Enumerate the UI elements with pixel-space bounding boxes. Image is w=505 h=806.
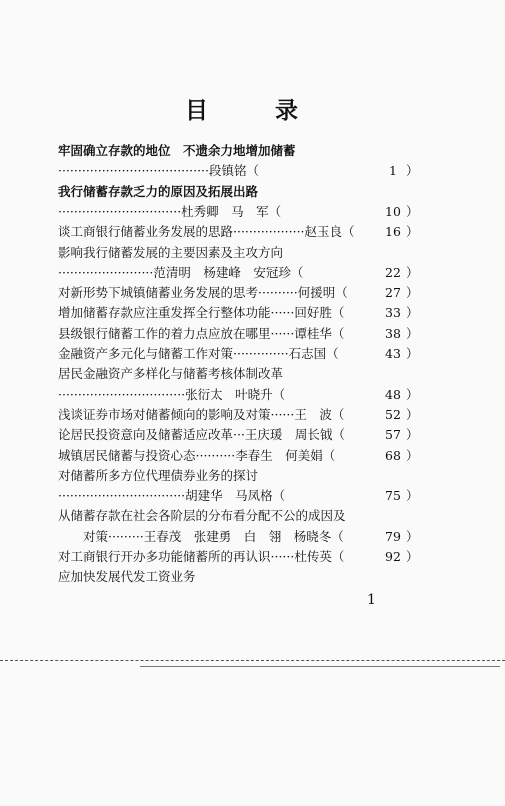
toc-entry <box>58 181 378 203</box>
toc-close-paren: ） <box>406 427 419 443</box>
toc-close-paren: ） <box>406 386 419 402</box>
toc-page-number: 92 <box>385 549 401 564</box>
toc-entry <box>58 404 378 426</box>
toc-page-ref <box>380 323 419 345</box>
toc-entry <box>58 566 378 588</box>
toc-entry-text: 金融资产多元化与储蓄工作对策··············石志国（ <box>58 346 339 361</box>
toc-entry-text: 对策·········王春茂 张建勇 白 翎 杨晓冬（ <box>58 528 344 544</box>
toc-entry-text: 对储蓄所多方位代理债券业务的探讨 <box>58 467 259 483</box>
toc-entry-text: 从储蓄存款在社会各阶层的分布看分配不公的成因及 <box>58 508 346 524</box>
toc-page-ref <box>380 445 419 467</box>
toc-entry-text: 县级银行储蓄工作的着力点应放在哪里······谭桂华（ <box>58 325 345 341</box>
toc-entry <box>58 323 378 345</box>
toc-entry <box>58 302 378 324</box>
toc-page-ref <box>380 262 419 284</box>
toc-entry <box>58 526 378 548</box>
toc-page-number: 16 <box>385 224 401 240</box>
toc-close-paren: ） <box>406 305 419 321</box>
toc-close-paren: ） <box>406 264 419 280</box>
toc-entry-text: 居民金融资产多样化与储蓄考核体制改革 <box>58 366 284 382</box>
toc-close-paren: ） <box>406 447 419 463</box>
toc-page-number: 1 <box>389 163 397 179</box>
toc-entry-text: 论居民投资意向及储蓄适应改革···王庆瑗 周长钺（ <box>58 427 345 443</box>
toc-entry-text: 城镇居民储蓄与投资心态··········李春生 何美娟（ <box>58 447 336 463</box>
toc-entry <box>58 445 378 467</box>
toc-close-paren: ） <box>406 406 419 422</box>
toc-entry <box>58 160 378 182</box>
toc-page-ref <box>380 302 419 324</box>
toc-page-ref <box>380 485 419 507</box>
toc-entry <box>58 363 378 385</box>
toc-entry <box>58 465 378 487</box>
toc-entry <box>58 343 378 365</box>
scan-edge-line <box>0 660 505 661</box>
toc-close-paren: ） <box>406 325 419 341</box>
toc-entry-text: ································张衍太 叶晓升（ <box>58 386 286 402</box>
toc-close-paren: ） <box>406 549 419 564</box>
toc-entry-text: ·······························杜秀卿 马 军（ <box>58 203 282 219</box>
page-title: 目 录 <box>185 98 320 124</box>
toc-page-number: 27 <box>385 285 401 301</box>
toc-entry-text: ······································段镇铭（ <box>58 163 259 179</box>
toc-page-ref <box>380 201 419 223</box>
toc-page-number: 68 <box>385 447 401 463</box>
toc-page-ref <box>380 384 419 406</box>
toc-entry-text: 应加快发展代发工资业务 <box>58 569 196 585</box>
toc-entry <box>58 546 378 568</box>
toc-close-paren: ） <box>406 163 419 179</box>
toc-entry-text: 谈工商银行储蓄业务发展的思路··················赵玉良（ <box>58 224 355 240</box>
toc-entry <box>58 505 378 527</box>
toc-entry-text: 对工商银行开办多功能储蓄所的再认识······杜传英（ <box>58 549 345 564</box>
toc-entry-text: 增加储蓄存款应注重发挥全行整体功能······回好胜（ <box>58 305 345 321</box>
toc-page-number: 52 <box>385 406 401 422</box>
page-number: 1 <box>367 592 376 608</box>
toc-page-number: 33 <box>385 305 401 321</box>
toc-entry-text: 浅谈证券市场对储蓄倾向的影响及对策······王 波（ <box>58 406 345 422</box>
toc-close-paren: ） <box>406 224 419 240</box>
toc-close-paren: ） <box>406 203 419 219</box>
toc-page-number: 79 <box>385 528 401 544</box>
toc-entry-text: 牢固确立存款的地位 不遗余力地增加储蓄 <box>58 143 296 158</box>
toc-entry <box>58 384 378 406</box>
toc-entry <box>58 242 378 264</box>
toc-entry-text: 我行储蓄存款乏力的原因及拓展出路 <box>58 183 259 199</box>
toc-page-ref <box>380 546 419 568</box>
toc-entry <box>58 140 378 162</box>
toc-entry <box>58 221 378 243</box>
toc-entry-text: 影响我行储蓄发展的主要因素及主攻方向 <box>58 244 284 260</box>
toc-page-number: 57 <box>385 427 401 443</box>
toc-page-number: 10 <box>385 203 401 219</box>
toc-page-number: 22 <box>385 264 401 280</box>
toc-close-paren: ） <box>406 346 419 361</box>
toc-page-ref <box>380 160 419 182</box>
toc-entry-text: ································胡建华 马凤格（ <box>58 488 286 504</box>
toc-page-number: 75 <box>385 488 401 504</box>
toc-page-number: 48 <box>385 386 401 402</box>
toc-close-paren: ） <box>406 285 419 301</box>
toc-entry <box>58 485 378 507</box>
toc-page-ref <box>380 282 419 304</box>
toc-entry-text: 对新形势下城镇储蓄业务发展的思考··········何援明（ <box>58 285 348 301</box>
toc-entry <box>58 201 378 223</box>
toc-page-ref <box>380 404 419 426</box>
toc-entry <box>58 262 378 284</box>
toc-page-number: 38 <box>385 325 401 341</box>
toc-entry <box>58 424 378 446</box>
toc-page-number: 43 <box>385 346 401 361</box>
toc-page-ref <box>380 526 419 548</box>
toc-entry <box>58 282 378 304</box>
toc-close-paren: ） <box>406 488 419 504</box>
scan-edge-line-lower <box>140 666 500 667</box>
toc-page-ref <box>380 221 419 243</box>
toc-close-paren: ） <box>406 528 419 544</box>
toc-page-ref <box>380 424 419 446</box>
toc-page-ref <box>380 343 419 365</box>
toc-entry-text: ························范清明 杨建峰 安冠珍（ <box>58 264 304 280</box>
